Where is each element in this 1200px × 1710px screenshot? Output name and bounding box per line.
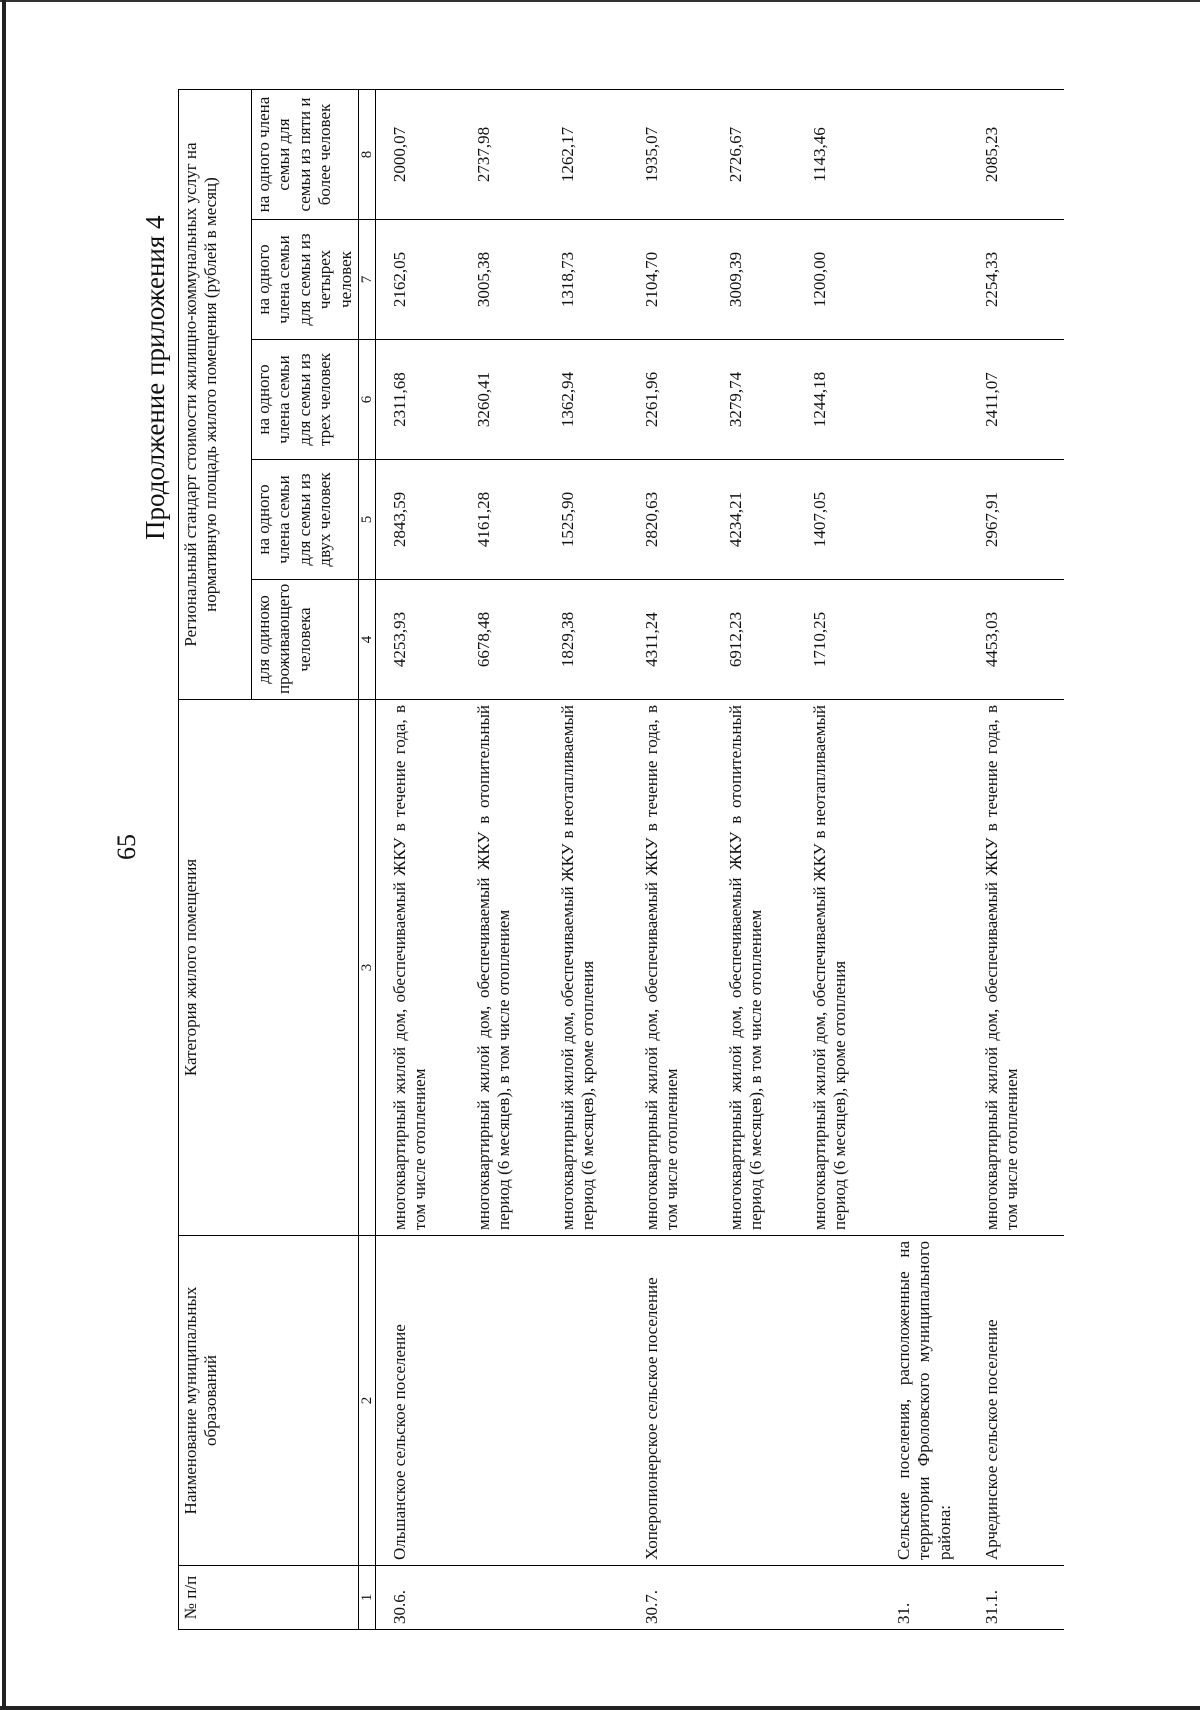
rotated-page bbox=[0, 50, 1140, 1690]
value-four: 2104,70 bbox=[640, 220, 724, 340]
municipality-name bbox=[556, 1236, 640, 1566]
municipality-name: Сельские поселения, расположенные на территории Фроловского муниципального района: bbox=[892, 1236, 980, 1566]
table-row bbox=[472, 90, 556, 1630]
value-two: 2967,91 bbox=[980, 460, 1064, 580]
continuation-title: Продолжение приложения 4 bbox=[140, 215, 170, 540]
value-five-plus: 2000,07 bbox=[375, 90, 472, 220]
header-sub-2: на одного члена семьи для семьи из двух человек bbox=[252, 460, 359, 580]
municipality-name: Хоперопионерское сельское поселение bbox=[640, 1236, 724, 1566]
value-five-plus: 2726,67 bbox=[724, 90, 808, 220]
column-number: 6 bbox=[358, 340, 375, 460]
value-four: 1318,73 bbox=[556, 220, 640, 340]
value-single: 6678,48 bbox=[472, 580, 556, 700]
value-single bbox=[892, 580, 980, 700]
table-row bbox=[724, 90, 808, 1630]
municipality-name bbox=[724, 1236, 808, 1566]
row-number bbox=[472, 1566, 556, 1630]
value-four bbox=[892, 220, 980, 340]
value-two bbox=[892, 460, 980, 580]
housing-category: многоквартирный жилой дом, обеспечиваемый ЖКУ в отопительный период (6 месяцев), в том числе отоплением bbox=[724, 700, 808, 1236]
column-number: 7 bbox=[358, 220, 375, 340]
value-three: 1362,94 bbox=[556, 340, 640, 460]
row-number bbox=[556, 1566, 640, 1630]
column-number: 4 bbox=[358, 580, 375, 700]
housing-category: многоквартирный жилой дом, обеспечиваемый ЖКУ в отопительный период (6 месяцев), в том числе отоплением bbox=[472, 700, 556, 1236]
value-five-plus: 1143,46 bbox=[808, 90, 892, 220]
value-five-plus: 2085,23 bbox=[980, 90, 1064, 220]
column-number: 2 bbox=[358, 1236, 375, 1566]
value-three: 2311,68 bbox=[375, 340, 472, 460]
value-single: 4311,24 bbox=[640, 580, 724, 700]
housing-category: многоквартирный жилой дом, обеспечиваемый ЖКУ в течение года, в том числе отоплением bbox=[980, 700, 1064, 1236]
table-row bbox=[980, 90, 1064, 1630]
value-four: 1200,00 bbox=[808, 220, 892, 340]
value-three: 3260,41 bbox=[472, 340, 556, 460]
column-number: 3 bbox=[358, 700, 375, 1236]
value-two: 1407,05 bbox=[808, 460, 892, 580]
value-five-plus: 1935,07 bbox=[640, 90, 724, 220]
scan-bottom-edge bbox=[0, 1706, 1200, 1710]
header-sub-5: на одного члена семьи для семьи из пяти и более человек bbox=[252, 90, 359, 220]
header-num: № п/п bbox=[179, 1566, 359, 1630]
row-number: 30.6. bbox=[375, 1566, 472, 1630]
housing-category bbox=[892, 700, 980, 1236]
page-number: 65 bbox=[112, 834, 141, 860]
value-four: 3009,39 bbox=[724, 220, 808, 340]
municipality-name bbox=[808, 1236, 892, 1566]
value-five-plus bbox=[892, 90, 980, 220]
value-three bbox=[892, 340, 980, 460]
housing-category: многоквартирный жилой дом, обеспечиваемый ЖКУ в течение года, в том числе отоплением bbox=[375, 700, 472, 1236]
row-number bbox=[808, 1566, 892, 1630]
header-group: Региональный стандарт стоимости жилищно-коммунальных услуг на нормативную площадь жилого помещения (рублей в месяц) bbox=[179, 90, 252, 700]
value-single: 6912,23 bbox=[724, 580, 808, 700]
row-number: 31. bbox=[892, 1566, 980, 1630]
value-three: 1244,18 bbox=[808, 340, 892, 460]
column-number: 8 bbox=[358, 90, 375, 220]
value-four: 2162,05 bbox=[375, 220, 472, 340]
value-three: 3279,74 bbox=[724, 340, 808, 460]
value-single: 1710,25 bbox=[808, 580, 892, 700]
value-two: 1525,90 bbox=[556, 460, 640, 580]
value-single: 4253,93 bbox=[375, 580, 472, 700]
municipality-name: Ольшанское сельское поселение bbox=[375, 1236, 472, 1566]
header-sub-4: на одного члена семьи для семьи из четырех человек bbox=[252, 220, 359, 340]
value-three: 2411,07 bbox=[980, 340, 1064, 460]
tariff-table bbox=[178, 89, 1064, 1630]
header-sub-1: для одиноко проживающего человека bbox=[252, 580, 359, 700]
value-two: 2843,59 bbox=[375, 460, 472, 580]
value-two: 4161,28 bbox=[472, 460, 556, 580]
municipality-name bbox=[472, 1236, 556, 1566]
value-two: 2820,63 bbox=[640, 460, 724, 580]
table-row bbox=[375, 90, 472, 1630]
header-sub-3: на одного члена семьи для семьи из трех человек bbox=[252, 340, 359, 460]
value-single: 4453,03 bbox=[980, 580, 1064, 700]
value-four: 2254,33 bbox=[980, 220, 1064, 340]
row-number: 31.1. bbox=[980, 1566, 1064, 1630]
table-row bbox=[640, 90, 724, 1630]
table-row bbox=[808, 90, 892, 1630]
municipality-name: Арчединское сельское поселение bbox=[980, 1236, 1064, 1566]
value-single: 1829,38 bbox=[556, 580, 640, 700]
value-three: 2261,96 bbox=[640, 340, 724, 460]
header-name: Наименование муниципальных образований bbox=[179, 1236, 359, 1566]
table-row bbox=[892, 90, 980, 1630]
table-row bbox=[556, 90, 640, 1630]
header-category: Категория жилого помещения bbox=[179, 700, 359, 1236]
column-number: 5 bbox=[358, 460, 375, 580]
row-number bbox=[724, 1566, 808, 1630]
housing-category: многоквартирный жилой дом, обеспечиваемый ЖКУ в неотапливаемый период (6 месяцев), кроме отопления bbox=[556, 700, 640, 1236]
value-five-plus: 2737,98 bbox=[472, 90, 556, 220]
row-number: 30.7. bbox=[640, 1566, 724, 1630]
housing-category: многоквартирный жилой дом, обеспечиваемый ЖКУ в неотапливаемый период (6 месяцев), кроме отопления bbox=[808, 700, 892, 1236]
value-five-plus: 1262,17 bbox=[556, 90, 640, 220]
value-two: 4234,21 bbox=[724, 460, 808, 580]
housing-category: многоквартирный жилой дом, обеспечиваемый ЖКУ в течение года, в том числе отоплением bbox=[640, 700, 724, 1236]
column-number: 1 bbox=[358, 1566, 375, 1630]
scan-top-edge bbox=[0, 0, 1200, 2]
value-four: 3005,38 bbox=[472, 220, 556, 340]
